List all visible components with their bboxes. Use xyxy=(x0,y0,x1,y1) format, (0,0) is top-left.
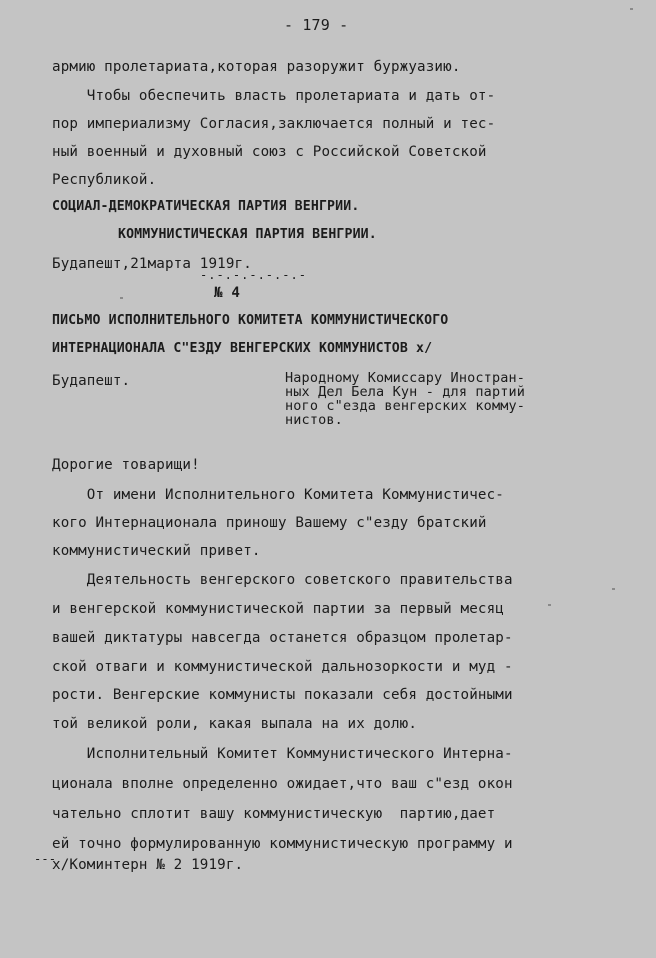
body-line: рости. Венгерские коммунисты показали себя достойными xyxy=(52,687,513,703)
text-line: ный военный и духовный союз с Российской Советской xyxy=(52,144,487,160)
body-line: чательно сплотит вашу коммунистическую партию,дает xyxy=(52,806,496,822)
document-title-line-1: ПИСЬМО ИСПОЛНИТЕЛЬНОГО КОМИТЕТА КОММУНИСТИЧЕСКОГО xyxy=(52,313,449,328)
address-line: Народному Комиссару Иностран- xyxy=(285,370,526,386)
document-title-line-2: ИНТЕРНАЦИОНАЛА С"ЕЗДУ ВЕНГЕРСКИХ КОММУНИСТОВ x/ xyxy=(52,341,433,356)
body-line: ционала вполне определенно ожидает,что ваш с"езд окон xyxy=(52,776,513,792)
address-place: Будапешт. xyxy=(52,373,131,389)
body-line: коммунистический привет. xyxy=(52,543,261,559)
body-line: той великой роли, какая выпала на их долю. xyxy=(52,716,418,732)
page-number: - 179 - xyxy=(284,16,349,34)
footnote: x/Коминтерн № 2 1919г. xyxy=(52,857,244,873)
scan-speck xyxy=(548,604,551,606)
text-line: пор империализму Согласия,заключается полный и тес- xyxy=(52,116,496,132)
body-line: От имени Исполнительного Комитета Коммунистичес- xyxy=(52,487,504,503)
salutation: Дорогие товарищи! xyxy=(52,457,200,473)
body-line: ской отваги и коммунистической дальнозоркости и муд - xyxy=(52,659,513,675)
signature-communist-party: КОММУНИСТИЧЕСКАЯ ПАРТИЯ ВЕНГРИИ. xyxy=(118,227,377,242)
address-line: нистов. xyxy=(285,412,343,428)
body-line: Исполнительный Комитет Коммунистического Интерна- xyxy=(52,746,513,762)
text-line: армию пролетариата,которая разоружит буржуазию. xyxy=(52,59,461,75)
body-line: Деятельность венгерского советского правительства xyxy=(52,572,513,588)
text-line: Чтобы обеспечить власть пролетариата и дать от- xyxy=(52,88,496,104)
text-line: Республикой. xyxy=(52,172,157,188)
document-number: № 4 xyxy=(214,285,241,301)
scan-speck xyxy=(120,297,123,299)
footnote-rule: --- xyxy=(34,852,57,866)
body-line: и венгерской коммунистической партии за первый месяц xyxy=(52,601,504,617)
body-line: вашей диктатуры навсегда останется образцом пролетар- xyxy=(52,630,513,646)
place-date: Будапешт,21марта 1919г. xyxy=(52,256,252,272)
scan-speck xyxy=(612,588,615,590)
scan-speck xyxy=(630,8,633,10)
address-line: ных Дел Бела Кун - для партий xyxy=(285,384,526,400)
body-line: кого Интернационала приношу Вашему с"езду братский xyxy=(52,515,487,531)
separator-line: -.-.-.-.-.-.- xyxy=(200,268,307,282)
signature-social-democratic-party: СОЦИАЛ-ДЕМОКРАТИЧЕСКАЯ ПАРТИЯ ВЕНГРИИ. xyxy=(52,199,360,214)
body-line: ей точно формулированную коммунистическую программу и xyxy=(52,836,513,852)
address-line: ного с"езда венгерских комму- xyxy=(285,398,526,414)
